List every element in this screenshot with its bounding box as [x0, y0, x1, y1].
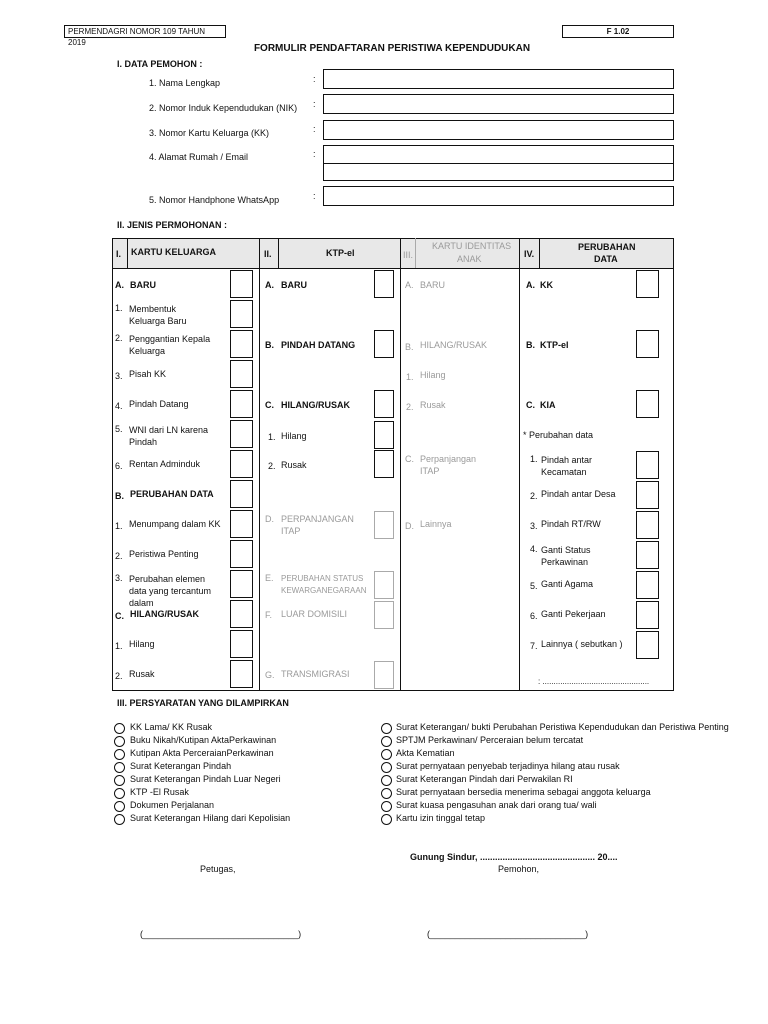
- header-num-divider: [278, 238, 279, 268]
- requirement-label: Surat Keterangan Pindah: [130, 761, 232, 771]
- requirement-label: Surat kuasa pengasuhan anak dari orang tua/ wali: [396, 800, 597, 810]
- form-title: FORMULIR PENDAFTARAN PERISTIWA KEPENDUDUKAN: [253, 43, 531, 54]
- kk-penggantian-checkbox[interactable]: [230, 330, 253, 358]
- perubahan-pekerjaan-checkbox[interactable]: [636, 601, 659, 629]
- kk-item-perubahan-elemen: Perubahan elemen data yang tercantum dalam: [129, 574, 212, 608]
- item-number: 5.: [530, 581, 538, 591]
- kk-item-pindah-datang: Pindah Datang: [129, 399, 189, 409]
- signature-petugas-line[interactable]: (_______________________________): [140, 929, 302, 939]
- kk-hilang-checkbox[interactable]: [230, 630, 253, 658]
- item-number: 2.: [268, 461, 276, 471]
- col-3-title-line2: ANAK: [457, 254, 482, 264]
- kk-rentan-checkbox[interactable]: [230, 450, 253, 478]
- requirement-radio[interactable]: [114, 775, 125, 786]
- signature-pemohon-label: Pemohon,: [498, 864, 540, 874]
- field-label-kk: 3. Nomor Kartu Keluarga (KK): [149, 128, 270, 138]
- item-number: 4.: [530, 544, 538, 554]
- requirement-label: Surat pernyataan bersedia menerima sebagai anggota keluarga: [396, 787, 651, 797]
- item-number: 1.: [406, 372, 414, 382]
- requirement-label: KK Lama/ KK Rusak: [130, 722, 213, 732]
- requirement-radio[interactable]: [381, 723, 392, 734]
- ktp-baru-checkbox[interactable]: [374, 270, 394, 298]
- kia-section-d-label: Lainnya: [420, 519, 452, 529]
- perubahan-item-lainnya: Lainnya ( sebutkan ): [541, 639, 623, 649]
- perubahan-b-number: B.: [526, 340, 535, 350]
- ktp-section-b-number: B.: [265, 340, 274, 350]
- header-divider: [112, 268, 674, 269]
- kk-item-rusak: Rusak: [129, 669, 155, 679]
- ktp-section-c-label: HILANG/RUSAK: [281, 400, 350, 410]
- ktp-section-e-label: PERUBAHAN STATUS KEWARGANEGARAAN: [281, 574, 367, 595]
- item-number: 4.: [115, 401, 123, 411]
- perubahan-kia-checkbox[interactable]: [636, 390, 659, 418]
- col-1-number: I.: [116, 249, 122, 259]
- ktp-section-d-label: PERPANJANGAN ITAP: [281, 514, 354, 536]
- col-divider: [259, 238, 260, 691]
- item-number: 2.: [115, 551, 123, 561]
- regulation-label: [64, 25, 226, 47]
- kk-item-pisah: Pisah KK: [129, 369, 167, 379]
- col-2-title: KTP-el: [326, 248, 355, 258]
- kia-section-c-label: Perpanjangan ITAP: [420, 454, 477, 476]
- requirement-radio[interactable]: [114, 749, 125, 760]
- kia-section-a-label: BARU: [420, 280, 446, 290]
- item-number: 7.: [530, 641, 538, 651]
- requirement-label: Surat Keterangan/ bukti Perubahan Peristiwa Kependudukan dan Peristiwa Penting: [396, 722, 729, 732]
- col-3-number: III.: [403, 250, 414, 260]
- requirement-radio[interactable]: [114, 736, 125, 747]
- perubahan-kk-checkbox[interactable]: [636, 270, 659, 298]
- perubahan-c-label: KIA: [540, 400, 556, 410]
- item-number: 1.: [115, 521, 123, 531]
- kk-peristiwa-checkbox[interactable]: [230, 540, 253, 568]
- ktp-item-rusak: Rusak: [281, 460, 307, 470]
- item-number: 3.: [115, 371, 123, 381]
- kk-item-membentuk: Membentuk Keluarga Baru: [129, 304, 187, 326]
- kk-section-c-number: C.: [115, 611, 124, 621]
- col-divider: [400, 238, 401, 691]
- requirement-radio[interactable]: [381, 801, 392, 812]
- requirement-radio[interactable]: [114, 814, 125, 825]
- kk-input[interactable]: [323, 120, 674, 140]
- perubahan-note: * Perubahan data: [523, 430, 594, 440]
- header-num-divider: [539, 238, 540, 268]
- field-label-address: 4. Alamat Rumah / Email: [149, 152, 249, 162]
- perubahan-item-agama: Ganti Agama: [541, 579, 594, 589]
- kia-item-hilang: Hilang: [420, 370, 446, 380]
- colon: :: [313, 149, 316, 159]
- perubahan-item-rtrw: Pindah RT/RW: [541, 519, 601, 529]
- form-code-text: F 1.02: [606, 27, 630, 36]
- perubahan-status-checkbox[interactable]: [636, 541, 659, 569]
- perubahan-item-desa: Pindah antar Desa: [541, 489, 616, 499]
- requirement-label: Buku Nikah/Kutipan AktaPerkawinan: [130, 735, 277, 745]
- requirement-label: Surat Keterangan Hilang dari Kepolisian: [130, 813, 291, 823]
- ktp-hilang-checkbox[interactable]: [374, 421, 394, 449]
- item-number: 1.: [530, 454, 538, 464]
- col-1-title: KARTU KELUARGA: [131, 247, 216, 257]
- kk-hilang-rusak-checkbox[interactable]: [230, 600, 253, 628]
- name-input[interactable]: [323, 69, 674, 89]
- item-number: 6.: [530, 611, 538, 621]
- item-number: 5.: [115, 424, 123, 434]
- perubahan-lainnya-checkbox[interactable]: [636, 631, 659, 659]
- col-4-number: IV.: [524, 249, 535, 259]
- kia-section-b-label: HILANG/RUSAK: [420, 340, 488, 350]
- kk-menumpang-checkbox[interactable]: [230, 510, 253, 538]
- requirement-label: SPTJM Perkawinan/ Perceraian belum tercatat: [396, 735, 584, 745]
- requirement-radio[interactable]: [114, 723, 125, 734]
- kk-section-a-label: BARU: [130, 280, 156, 290]
- ktp-kewarganegaraan-checkbox[interactable]: [374, 571, 394, 599]
- kk-rusak-checkbox[interactable]: [230, 660, 253, 688]
- kk-item-hilang: Hilang: [129, 639, 155, 649]
- ktp-section-g-label: TRANSMIGRASI: [281, 669, 350, 679]
- signature-place-date: Gunung Sindur, .............................................. 20....: [410, 852, 618, 862]
- kia-section-d-number: D.: [405, 521, 414, 531]
- requirement-label: Surat Keterangan Pindah Luar Negeri: [130, 774, 281, 784]
- requirement-label: Surat Keterangan Pindah dari Perwakilan RI: [396, 774, 573, 784]
- col-3-title-line1: KARTU IDENTITAS: [432, 241, 512, 251]
- nik-input[interactable]: [323, 94, 674, 114]
- requirement-label: Dokumen Perjalanan: [130, 800, 215, 810]
- item-number: 1.: [115, 641, 123, 651]
- col-4-title-line2: DATA: [594, 254, 618, 264]
- perubahan-c-number: C.: [526, 400, 535, 410]
- ktp-pindah-checkbox[interactable]: [374, 330, 394, 358]
- ktp-section-d-number: D.: [265, 514, 274, 524]
- item-number: 6.: [115, 461, 123, 471]
- ktp-perpanjangan-checkbox[interactable]: [374, 511, 394, 539]
- perubahan-kecamatan-checkbox[interactable]: [636, 451, 659, 479]
- perubahan-item-kecamatan: Pindah antar Kecamatan: [541, 455, 593, 477]
- kk-section-b-label: PERUBAHAN DATA: [130, 489, 214, 499]
- perubahan-a-label: KK: [540, 280, 553, 290]
- requirement-label: Surat pernyataan penyebab terjadinya hilang atau rusak: [396, 761, 620, 771]
- kk-item-wni: WNI dari LN karena Pindah: [129, 425, 209, 447]
- item-number: 2.: [115, 333, 123, 343]
- perubahan-desa-checkbox[interactable]: [636, 481, 659, 509]
- ktp-transmigrasi-checkbox[interactable]: [374, 661, 394, 689]
- kk-membentuk-checkbox[interactable]: [230, 300, 253, 328]
- perubahan-item-pekerjaan: Ganti Pekerjaan: [541, 609, 606, 619]
- address-divider: [323, 163, 674, 164]
- item-number: 2.: [530, 491, 538, 501]
- form-code: [562, 25, 674, 38]
- perubahan-agama-checkbox[interactable]: [636, 571, 659, 599]
- requirement-label: KTP -El Rusak: [130, 787, 189, 797]
- requirement-radio[interactable]: [381, 762, 392, 773]
- perubahan-item-status: Ganti Status Perkawinan: [541, 545, 591, 567]
- perubahan-a-number: A.: [526, 280, 535, 290]
- requirement-radio[interactable]: [114, 762, 125, 773]
- kk-section-a-number: A.: [115, 280, 124, 290]
- kk-pindah-datang-checkbox[interactable]: [230, 390, 253, 418]
- col-2-number: II.: [264, 249, 272, 259]
- colon: :: [313, 99, 316, 109]
- perubahan-rtrw-checkbox[interactable]: [636, 511, 659, 539]
- kk-wni-checkbox[interactable]: [230, 420, 253, 448]
- item-number: 3.: [530, 521, 538, 531]
- perubahan-ktp-checkbox[interactable]: [636, 330, 659, 358]
- kk-perubahan-elemen-checkbox[interactable]: [230, 570, 253, 598]
- ktp-section-c-number: C.: [265, 400, 274, 410]
- ktp-item-hilang: Hilang: [281, 431, 307, 441]
- field-label-phone: 5. Nomor Handphone WhatsApp: [149, 195, 280, 205]
- kk-pisah-checkbox[interactable]: [230, 360, 253, 388]
- ktp-section-b-label: PINDAH DATANG: [281, 340, 356, 350]
- kk-item-rentan: Rentan Adminduk: [129, 459, 201, 469]
- col-divider: [519, 238, 520, 691]
- kk-item-penggantian: Penggantian Kepala Keluarga: [129, 334, 211, 356]
- ktp-section-f-label: LUAR DOMISILI: [281, 609, 348, 619]
- requirement-radio[interactable]: [381, 775, 392, 786]
- kk-section-b-number: B.: [115, 491, 124, 501]
- item-number: 1.: [115, 303, 123, 313]
- section-2-title: II. JENIS PERMOHONAN :: [117, 220, 228, 230]
- requirement-label: Kutipan Akta PerceraianPerkawinan: [130, 748, 274, 758]
- item-number: 1.: [268, 432, 276, 442]
- field-label-nik: 2. Nomor Induk Kependudukan (NIK): [149, 103, 298, 113]
- requirement-radio[interactable]: [114, 788, 125, 799]
- ktp-section-a-number: A.: [265, 280, 274, 290]
- kk-baru-checkbox[interactable]: [230, 270, 253, 298]
- requirement-radio[interactable]: [381, 749, 392, 760]
- section-3-title: III. PERSYARATAN YANG DILAMPIRKAN: [117, 698, 289, 708]
- kia-section-a-number: A.: [405, 280, 414, 290]
- col-4-title-line1: PERUBAHAN: [578, 242, 636, 252]
- kk-section-c-label: HILANG/RUSAK: [130, 609, 199, 619]
- phone-input[interactable]: [323, 186, 674, 206]
- requirement-radio[interactable]: [114, 801, 125, 812]
- ktp-section-f-number: F.: [265, 610, 273, 620]
- perubahan-lainnya-input[interactable]: : ................................................: [538, 677, 650, 686]
- ktp-section-g-number: G.: [265, 670, 275, 680]
- field-label-name: 1. Nama Lengkap: [149, 78, 221, 88]
- ktp-section-a-label: BARU: [281, 280, 307, 290]
- header-num-divider: [415, 238, 416, 268]
- signature-petugas-label: Petugas,: [200, 864, 236, 874]
- kia-item-rusak: Rusak: [420, 400, 446, 410]
- requirement-radio[interactable]: [381, 788, 392, 799]
- kk-item-menumpang: Menumpang dalam KK: [129, 519, 221, 529]
- regulation-text: PERMENDAGRI NOMOR 109 TAHUN 2019: [68, 27, 206, 47]
- ktp-rusak-checkbox[interactable]: [374, 450, 394, 478]
- colon: :: [313, 124, 316, 134]
- item-number: 3.: [115, 573, 123, 583]
- colon: :: [313, 74, 316, 84]
- requirement-radio[interactable]: [381, 814, 392, 825]
- ktp-luar-domisili-checkbox[interactable]: [374, 601, 394, 629]
- kia-section-b-number: B.: [405, 342, 414, 352]
- kk-perubahan-checkbox[interactable]: [230, 480, 253, 508]
- item-number: 2.: [115, 671, 123, 681]
- header-num-divider: [127, 238, 128, 268]
- requirement-label: Kartu izin tinggal tetap: [396, 813, 486, 823]
- signature-pemohon-line[interactable]: (_______________________________): [427, 929, 589, 939]
- perubahan-b-label: KTP-el: [540, 340, 569, 350]
- colon: :: [313, 191, 316, 201]
- section-1-title: I. DATA PEMOHON :: [117, 59, 203, 69]
- ktp-hilang-rusak-checkbox[interactable]: [374, 390, 394, 418]
- ktp-section-e-number: E.: [265, 573, 274, 583]
- requirement-label: Akta Kematian: [396, 748, 455, 758]
- kk-item-peristiwa: Peristiwa Penting: [129, 549, 199, 559]
- requirement-radio[interactable]: [381, 736, 392, 747]
- kia-section-c-number: C.: [405, 454, 414, 464]
- item-number: 2.: [406, 402, 414, 412]
